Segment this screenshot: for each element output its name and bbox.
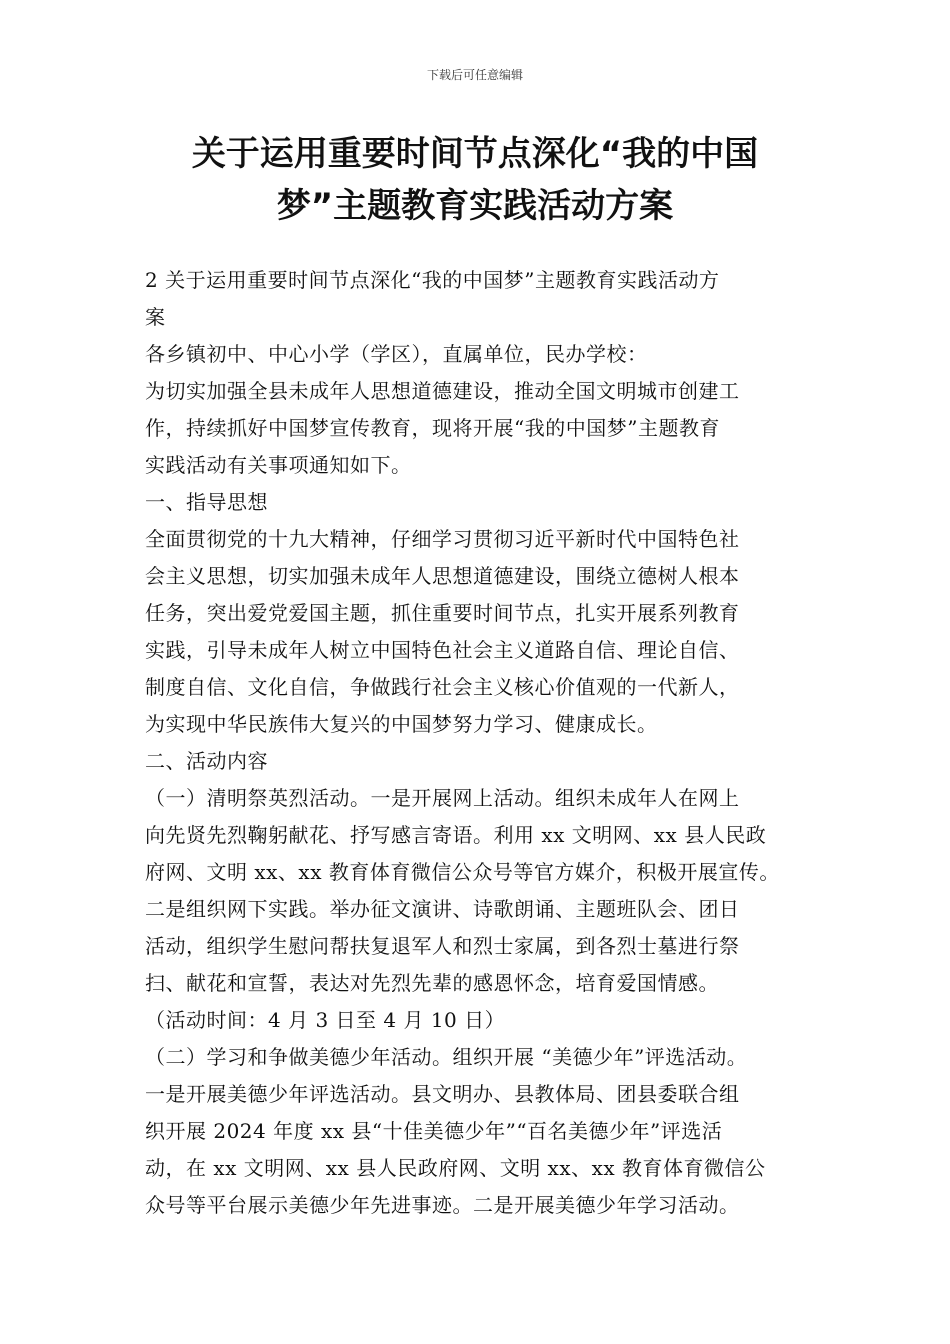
body-line: 活动，组织学生慰问帮扶复退军人和烈士家属，到各烈士墓进行祭 <box>145 934 740 958</box>
body-line: 全面贯彻党的十九大精神，仔细学习贯彻习近平新时代中国特色社 <box>145 527 740 551</box>
body-line: 2 关于运用重要时间节点深化“我的中国梦”主题教育实践活动方 <box>145 268 720 292</box>
body-line: 向先贤先烈鞠躬献花、抒写感言寄语。利用 xx 文明网、xx 县人民政 <box>145 823 767 847</box>
body-line: 众号等平台展示美德少年先进事迹。二是开展美德少年学习活动。 <box>145 1193 740 1217</box>
header-note: 下载后可任意编辑 <box>426 68 523 82</box>
body-line: 任务，突出爱党爱国主题，抓住重要时间节点，扎实开展系列教育 <box>145 601 740 625</box>
body-line: 为切实加强全县未成年人思想道德建设，推动全国文明城市创建工 <box>145 379 740 403</box>
body-line: （二）学习和争做美德少年活动。组织开展 “美德少年”评选活动。 <box>145 1045 748 1069</box>
document-title <box>140 128 810 232</box>
body-line: 作，持续抓好中国梦宣传教育，现将开展“我的中国梦”主题教育 <box>145 416 720 440</box>
section-heading: 二、活动内容 <box>145 749 268 773</box>
body-line: 为实现中华民族伟大复兴的中国梦努力学习、健康成长。 <box>145 712 658 736</box>
body-line: 各乡镇初中、中心小学（学区），直属单位，民办学校： <box>145 342 648 366</box>
body-line: （一）清明祭英烈活动。一是开展网上活动。组织未成年人在网上 <box>145 786 740 810</box>
body-line: （活动时间：4 月 3 日至 4 月 10 日） <box>145 1008 506 1032</box>
document-body <box>145 262 835 1224</box>
body-line: 实践活动有关事项通知如下。 <box>145 453 412 477</box>
body-line: 会主义思想，切实加强未成年人思想道德建设，围绕立德树人根本 <box>145 564 740 588</box>
body-line: 府网、文明 xx、xx 教育体育微信公众号等官方媒介，积极开展宣传。 <box>145 860 780 884</box>
body-line: 制度自信、文化自信，争做践行社会主义核心价值观的一代新人， <box>145 675 740 699</box>
body-line: 一是开展美德少年评选活动。县文明办、县教体局、团县委联合组 <box>145 1082 740 1106</box>
body-line: 动，在 xx 文明网、xx 县人民政府网、文明 xx、xx 教育体育微信公 <box>145 1156 766 1180</box>
title-line-1: 关于运用重要时间节点深化“我的中国 <box>191 134 759 174</box>
title-line-2: 梦”主题教育实践活动方案 <box>276 186 674 226</box>
section-heading: 一、指导思想 <box>145 490 268 514</box>
body-line: 二是组织网下实践。举办征文演讲、诗歌朗诵、主题班队会、团日 <box>145 897 740 921</box>
body-line: 案 <box>145 305 166 329</box>
body-line: 实践，引导未成年人树立中国特色社会主义道路自信、理论自信、 <box>145 638 740 662</box>
body-line: 织开展 2024 年度 xx 县“十佳美德少年”“百名美德少年”评选活 <box>145 1119 723 1143</box>
body-line: 扫、献花和宣誓，表达对先烈先辈的感恩怀念，培育爱国情感。 <box>145 971 719 995</box>
